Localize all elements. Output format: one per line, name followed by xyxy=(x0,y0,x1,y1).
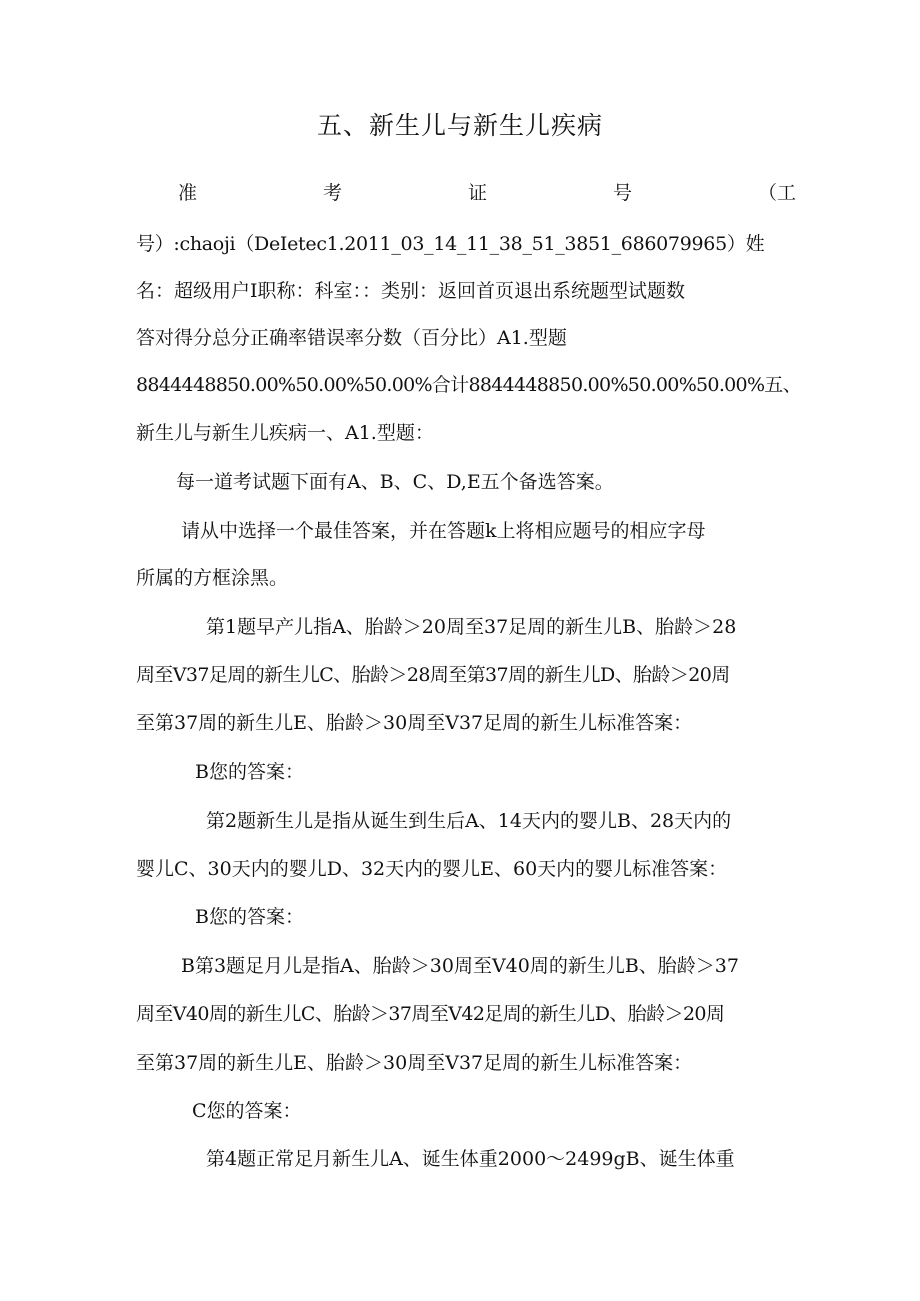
question-line: 周至V37足周的新生儿C、胎龄＞28周至第37周的新生儿D、胎龄＞20周 xyxy=(136,664,730,686)
question-line: 第2题新生儿是指从诞生到生后A、14天内的婴儿B、28天内的 xyxy=(206,810,732,832)
text-line: 每一道考试题下面有A、B、C、D,E五个备选答案。 xyxy=(176,471,614,493)
question-line: 至第37周的新生儿E、胎龄＞30周至V37足周的新生儿标准答案： xyxy=(136,712,693,734)
label-char: 号 xyxy=(612,182,632,204)
text-line: 号）:chaoji（DeIetec1.2011_03_14_11_38_51_3851_686079965）姓 xyxy=(136,233,765,255)
label-char: 准 xyxy=(178,182,198,204)
label-char: 证 xyxy=(467,182,487,204)
text-line: 请从中选择一个最佳答案，并在答题k上将相应题号的相应字母 xyxy=(181,520,706,542)
label-char: 考 xyxy=(322,182,342,204)
document-title: 五、新生儿与新生儿疾病 xyxy=(316,111,603,140)
text-line: 名：超级用户I职称：科室：：类别：返回首页退出系统题型试题数 xyxy=(136,280,686,302)
label-char: （工 xyxy=(757,182,796,204)
text-line: 答对得分总分正确率错误率分数（百分比）A1.型题 xyxy=(136,327,567,349)
question-line: 第4题正常足月新生儿A、诞生体重2000～2499gB、诞生体重 xyxy=(206,1148,735,1170)
question-line: 婴儿C、30天内的婴儿D、32天内的婴儿E、60天内的婴儿标准答案： xyxy=(136,858,728,880)
question-line: 至第37周的新生儿E、胎龄＞30周至V37足周的新生儿标准答案： xyxy=(136,1052,693,1074)
question-line: 周至V40周的新生儿C、胎龄＞37周至V42足周的新生儿D、胎龄＞20周 xyxy=(136,1003,725,1025)
question-line: 第1题早产儿指A、胎龄＞20周至37足周的新生儿B、胎龄＞28 xyxy=(206,616,737,638)
admission-number-label xyxy=(136,178,796,208)
answer-line: B您的答案： xyxy=(195,906,304,928)
answer-line: C您的答案： xyxy=(192,1100,302,1122)
text-line: 新生儿与新生儿疾病一、A1.型题： xyxy=(136,422,434,444)
question-line: B第3题足月儿是指A、胎龄＞30周至V40周的新生儿B、胎龄＞37 xyxy=(181,955,739,977)
answer-line: B您的答案： xyxy=(195,761,304,783)
text-line: 8844448850.00%50.00%50.00%合计8844448850.00%50.00%50.00%五、 xyxy=(136,374,801,396)
text-line: 所属的方框涂黑。 xyxy=(136,567,289,589)
